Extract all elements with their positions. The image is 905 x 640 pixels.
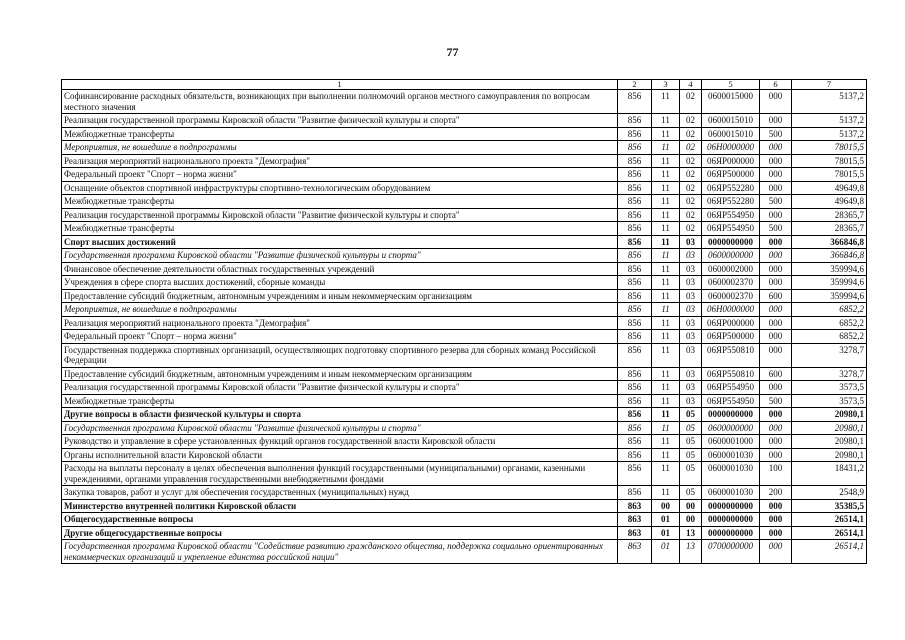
table-row xyxy=(62,513,867,527)
target-article-cell: 0600001000 xyxy=(702,435,760,449)
section-code-cell: 11 xyxy=(652,367,680,381)
subsection-code-cell: 03 xyxy=(680,249,702,263)
amount-cell: 78015,5 xyxy=(792,141,867,155)
amount-cell: 6852,2 xyxy=(792,303,867,317)
row-name-cell: Реализация мероприятий национального проекта "Демография" xyxy=(62,316,618,330)
subsection-code-cell: 02 xyxy=(680,208,702,222)
section-code-cell: 11 xyxy=(652,127,680,141)
grbs-code-cell: 856 xyxy=(618,90,652,114)
section-code-cell: 11 xyxy=(652,114,680,128)
table-row xyxy=(62,181,867,195)
subsection-code-cell: 03 xyxy=(680,343,702,367)
table-row xyxy=(62,486,867,500)
amount-cell: 20980,1 xyxy=(792,408,867,422)
section-code-cell: 11 xyxy=(652,448,680,462)
amount-cell: 18431,2 xyxy=(792,462,867,486)
amount-cell: 5137,2 xyxy=(792,90,867,114)
row-name-cell: Оснащение объектов спортивной инфраструктуры спортивно-технологическим оборудованием xyxy=(62,181,618,195)
table-row xyxy=(62,381,867,395)
target-article-cell: 0600015010 xyxy=(702,114,760,128)
expense-type-cell: 000 xyxy=(760,526,792,540)
section-code-cell: 11 xyxy=(652,462,680,486)
target-article-cell: 0600001030 xyxy=(702,486,760,500)
subsection-code-cell: 02 xyxy=(680,141,702,155)
subsection-code-cell: 02 xyxy=(680,114,702,128)
row-name-cell: Реализация государственной программы Кировской области "Развитие физической культуры и спорта" xyxy=(62,208,618,222)
table-row xyxy=(62,367,867,381)
table-row xyxy=(62,222,867,236)
expense-type-cell: 000 xyxy=(760,499,792,513)
amount-cell: 6852,2 xyxy=(792,316,867,330)
section-code-cell: 00 xyxy=(652,499,680,513)
section-code-cell: 11 xyxy=(652,222,680,236)
subsection-code-cell: 03 xyxy=(680,276,702,290)
table-row xyxy=(62,448,867,462)
target-article-cell: 06ЯР550810 xyxy=(702,343,760,367)
section-code-cell: 01 xyxy=(652,540,680,564)
grbs-code-cell: 856 xyxy=(618,289,652,303)
section-code-cell: 11 xyxy=(652,408,680,422)
target-article-cell: 06ЯР500000 xyxy=(702,330,760,344)
section-code-cell: 11 xyxy=(652,276,680,290)
target-article-cell: 0600001030 xyxy=(702,462,760,486)
row-name-cell: Предоставление субсидий бюджетным, автономным учреждениям и иным некоммерческим организациям xyxy=(62,289,618,303)
amount-cell: 49649,8 xyxy=(792,195,867,209)
table-row xyxy=(62,127,867,141)
expense-type-cell: 000 xyxy=(760,381,792,395)
grbs-code-cell: 856 xyxy=(618,408,652,422)
amount-cell: 359994,6 xyxy=(792,276,867,290)
table-row xyxy=(62,195,867,209)
grbs-code-cell: 856 xyxy=(618,181,652,195)
expense-type-cell: 000 xyxy=(760,141,792,155)
grbs-code-cell: 856 xyxy=(618,114,652,128)
section-code-cell: 01 xyxy=(652,513,680,527)
row-name-cell: Федеральный проект "Спорт – норма жизни" xyxy=(62,168,618,182)
target-article-cell: 0600015010 xyxy=(702,127,760,141)
target-article-cell: 06ЯР000000 xyxy=(702,154,760,168)
target-article-cell: 06ЯР552280 xyxy=(702,195,760,209)
subsection-code-cell: 05 xyxy=(680,435,702,449)
grbs-code-cell: 856 xyxy=(618,235,652,249)
target-article-cell: 0700000000 xyxy=(702,540,760,564)
subsection-code-cell: 03 xyxy=(680,316,702,330)
amount-cell: 366846,8 xyxy=(792,249,867,263)
target-article-cell: 0000000000 xyxy=(702,408,760,422)
grbs-code-cell: 856 xyxy=(618,316,652,330)
amount-cell: 35385,5 xyxy=(792,499,867,513)
grbs-code-cell: 856 xyxy=(618,303,652,317)
amount-cell: 28365,7 xyxy=(792,222,867,236)
table-row xyxy=(62,343,867,367)
amount-cell: 359994,6 xyxy=(792,262,867,276)
expense-type-cell: 000 xyxy=(760,448,792,462)
subsection-code-cell: 05 xyxy=(680,421,702,435)
expense-type-cell: 000 xyxy=(760,513,792,527)
amount-cell: 26514,1 xyxy=(792,526,867,540)
section-code-cell: 11 xyxy=(652,343,680,367)
expense-type-cell: 600 xyxy=(760,367,792,381)
row-name-cell: Общегосударственные вопросы xyxy=(62,513,618,527)
target-article-cell: 0600002370 xyxy=(702,289,760,303)
target-article-cell: 06ЯР554950 xyxy=(702,381,760,395)
amount-cell: 26514,1 xyxy=(792,513,867,527)
grbs-code-cell: 856 xyxy=(618,343,652,367)
grbs-code-cell: 856 xyxy=(618,435,652,449)
column-header: 2 xyxy=(618,80,652,90)
expense-type-cell: 500 xyxy=(760,195,792,209)
expense-type-cell: 000 xyxy=(760,435,792,449)
target-article-cell: 0000000000 xyxy=(702,513,760,527)
amount-cell: 28365,7 xyxy=(792,208,867,222)
subsection-code-cell: 05 xyxy=(680,486,702,500)
amount-cell: 78015,5 xyxy=(792,154,867,168)
row-name-cell: Учреждения в сфере спорта высших достижений, сборные команды xyxy=(62,276,618,290)
expense-type-cell: 100 xyxy=(760,462,792,486)
subsection-code-cell: 00 xyxy=(680,499,702,513)
grbs-code-cell: 856 xyxy=(618,448,652,462)
table-row xyxy=(62,303,867,317)
table-row xyxy=(62,499,867,513)
target-article-cell: 0000000000 xyxy=(702,526,760,540)
section-code-cell: 11 xyxy=(652,394,680,408)
row-name-cell: Государственная программа Кировской области "Развитие физической культуры и спорта" xyxy=(62,421,618,435)
table-row xyxy=(62,208,867,222)
section-code-cell: 11 xyxy=(652,381,680,395)
table-row xyxy=(62,421,867,435)
target-article-cell: 0600001030 xyxy=(702,448,760,462)
subsection-code-cell: 13 xyxy=(680,526,702,540)
column-header: 5 xyxy=(702,80,760,90)
table-row xyxy=(62,114,867,128)
section-code-cell: 11 xyxy=(652,330,680,344)
subsection-code-cell: 05 xyxy=(680,448,702,462)
expense-type-cell: 000 xyxy=(760,181,792,195)
subsection-code-cell: 02 xyxy=(680,195,702,209)
subsection-code-cell: 02 xyxy=(680,181,702,195)
section-code-cell: 01 xyxy=(652,526,680,540)
subsection-code-cell: 02 xyxy=(680,127,702,141)
amount-cell: 49649,8 xyxy=(792,181,867,195)
row-name-cell: Закупка товаров, работ и услуг для обеспечения государственных (муниципальных) нужд xyxy=(62,486,618,500)
amount-cell: 6852,2 xyxy=(792,330,867,344)
expense-type-cell: 000 xyxy=(760,303,792,317)
expense-type-cell: 500 xyxy=(760,394,792,408)
row-name-cell: Государственная программа Кировской области "Содействие развитию гражданского общества, поддержка социально ориентированных некоммерческих организаций и укрепление единства российской нации" xyxy=(62,540,618,564)
grbs-code-cell: 856 xyxy=(618,462,652,486)
table-row xyxy=(62,540,867,564)
section-code-cell: 11 xyxy=(652,90,680,114)
table-row xyxy=(62,316,867,330)
target-article-cell: 0000000000 xyxy=(702,235,760,249)
expense-type-cell: 000 xyxy=(760,316,792,330)
target-article-cell: 06ЯР000000 xyxy=(702,316,760,330)
subsection-code-cell: 03 xyxy=(680,262,702,276)
expense-type-cell: 000 xyxy=(760,421,792,435)
expense-type-cell: 000 xyxy=(760,154,792,168)
row-name-cell: Межбюджетные трансферты xyxy=(62,127,618,141)
row-name-cell: Реализация государственной программы Кировской области "Развитие физической культуры и спорта" xyxy=(62,114,618,128)
column-header: 3 xyxy=(652,80,680,90)
target-article-cell: 0600002000 xyxy=(702,262,760,276)
table-row xyxy=(62,235,867,249)
table-body xyxy=(62,90,867,564)
expense-type-cell: 000 xyxy=(760,408,792,422)
row-name-cell: Федеральный проект "Спорт – норма жизни" xyxy=(62,330,618,344)
section-code-cell: 11 xyxy=(652,154,680,168)
amount-cell: 359994,6 xyxy=(792,289,867,303)
subsection-code-cell: 02 xyxy=(680,90,702,114)
grbs-code-cell: 863 xyxy=(618,499,652,513)
target-article-cell: 06ЯР552280 xyxy=(702,181,760,195)
grbs-code-cell: 856 xyxy=(618,394,652,408)
expense-type-cell: 200 xyxy=(760,486,792,500)
expense-type-cell: 000 xyxy=(760,276,792,290)
expense-type-cell: 000 xyxy=(760,330,792,344)
amount-cell: 20980,1 xyxy=(792,421,867,435)
table-header-row xyxy=(62,80,867,90)
expense-type-cell: 000 xyxy=(760,208,792,222)
row-name-cell: Руководство и управление в сфере установленных функций органов государственной власти Кировской области xyxy=(62,435,618,449)
expense-type-cell: 600 xyxy=(760,289,792,303)
target-article-cell: 0600000000 xyxy=(702,421,760,435)
subsection-code-cell: 03 xyxy=(680,289,702,303)
table-row xyxy=(62,462,867,486)
row-name-cell: Мероприятия, не вошедшие в подпрограммы xyxy=(62,303,618,317)
grbs-code-cell: 856 xyxy=(618,208,652,222)
row-name-cell: Межбюджетные трансферты xyxy=(62,394,618,408)
table-row xyxy=(62,526,867,540)
column-header: 7 xyxy=(792,80,867,90)
grbs-code-cell: 856 xyxy=(618,154,652,168)
section-code-cell: 11 xyxy=(652,235,680,249)
amount-cell: 3278,7 xyxy=(792,343,867,367)
subsection-code-cell: 03 xyxy=(680,394,702,408)
row-name-cell: Министерство внутренней политики Кировской области xyxy=(62,499,618,513)
amount-cell: 20980,1 xyxy=(792,435,867,449)
row-name-cell: Реализация мероприятий национального проекта "Демография" xyxy=(62,154,618,168)
section-code-cell: 11 xyxy=(652,168,680,182)
section-code-cell: 11 xyxy=(652,421,680,435)
target-article-cell: 0600000000 xyxy=(702,249,760,263)
row-name-cell: Межбюджетные трансферты xyxy=(62,195,618,209)
row-name-cell: Спорт высших достижений xyxy=(62,235,618,249)
amount-cell: 3278,7 xyxy=(792,367,867,381)
section-code-cell: 11 xyxy=(652,141,680,155)
target-article-cell: 06Н0000000 xyxy=(702,303,760,317)
row-name-cell: Софинансирование расходных обязательств, возникающих при выполнении полномочий органов местного самоуправления по вопросам местного значения xyxy=(62,90,618,114)
amount-cell: 20980,1 xyxy=(792,448,867,462)
expense-type-cell: 000 xyxy=(760,235,792,249)
row-name-cell: Другие общегосударственные вопросы xyxy=(62,526,618,540)
target-article-cell: 0600015000 xyxy=(702,90,760,114)
row-name-cell: Государственная программа Кировской области "Развитие физической культуры и спорта" xyxy=(62,249,618,263)
row-name-cell: Предоставление субсидий бюджетным, автономным учреждениям и иным некоммерческим организациям xyxy=(62,367,618,381)
subsection-code-cell: 13 xyxy=(680,540,702,564)
table-row xyxy=(62,330,867,344)
amount-cell: 3573,5 xyxy=(792,394,867,408)
section-code-cell: 11 xyxy=(652,435,680,449)
grbs-code-cell: 856 xyxy=(618,421,652,435)
expense-type-cell: 000 xyxy=(760,114,792,128)
section-code-cell: 11 xyxy=(652,303,680,317)
table-row xyxy=(62,289,867,303)
grbs-code-cell: 856 xyxy=(618,367,652,381)
expense-type-cell: 000 xyxy=(760,249,792,263)
grbs-code-cell: 856 xyxy=(618,276,652,290)
section-code-cell: 11 xyxy=(652,316,680,330)
section-code-cell: 11 xyxy=(652,181,680,195)
grbs-code-cell: 856 xyxy=(618,195,652,209)
row-name-cell: Реализация государственной программы Кировской области "Развитие физической культуры и спорта" xyxy=(62,381,618,395)
target-article-cell: 0000000000 xyxy=(702,499,760,513)
subsection-code-cell: 03 xyxy=(680,367,702,381)
amount-cell: 26514,1 xyxy=(792,540,867,564)
target-article-cell: 06ЯР554950 xyxy=(702,222,760,236)
target-article-cell: 06ЯР500000 xyxy=(702,168,760,182)
subsection-code-cell: 02 xyxy=(680,168,702,182)
expense-type-cell: 000 xyxy=(760,540,792,564)
row-name-cell: Другие вопросы в области физической культуры и спорта xyxy=(62,408,618,422)
table-row xyxy=(62,394,867,408)
expense-type-cell: 000 xyxy=(760,262,792,276)
table-row xyxy=(62,90,867,114)
column-header: 1 xyxy=(62,80,618,90)
table-row xyxy=(62,141,867,155)
section-code-cell: 11 xyxy=(652,249,680,263)
amount-cell: 3573,5 xyxy=(792,381,867,395)
row-name-cell: Финансовое обеспечение деятельности областных государственных учреждений xyxy=(62,262,618,276)
grbs-code-cell: 856 xyxy=(618,381,652,395)
grbs-code-cell: 856 xyxy=(618,486,652,500)
subsection-code-cell: 00 xyxy=(680,513,702,527)
amount-cell: 5137,2 xyxy=(792,127,867,141)
subsection-code-cell: 03 xyxy=(680,235,702,249)
page-number: 77 xyxy=(446,45,459,59)
subsection-code-cell: 03 xyxy=(680,381,702,395)
grbs-code-cell: 856 xyxy=(618,262,652,276)
column-header: 6 xyxy=(760,80,792,90)
column-header: 4 xyxy=(680,80,702,90)
grbs-code-cell: 863 xyxy=(618,540,652,564)
subsection-code-cell: 05 xyxy=(680,408,702,422)
budget-table xyxy=(61,79,867,564)
subsection-code-cell: 05 xyxy=(680,462,702,486)
table-row xyxy=(62,154,867,168)
expense-type-cell: 000 xyxy=(760,90,792,114)
grbs-code-cell: 863 xyxy=(618,526,652,540)
target-article-cell: 06Н0000000 xyxy=(702,141,760,155)
table-row xyxy=(62,408,867,422)
table-row xyxy=(62,435,867,449)
section-code-cell: 11 xyxy=(652,289,680,303)
target-article-cell: 06ЯР554950 xyxy=(702,394,760,408)
section-code-cell: 11 xyxy=(652,208,680,222)
row-name-cell: Государственная поддержка спортивных организаций, осуществляющих подготовку спортивного резерва для сборных команд Российской Федерации xyxy=(62,343,618,367)
table-row xyxy=(62,168,867,182)
expense-type-cell: 500 xyxy=(760,222,792,236)
table-row xyxy=(62,249,867,263)
subsection-code-cell: 02 xyxy=(680,222,702,236)
subsection-code-cell: 02 xyxy=(680,154,702,168)
grbs-code-cell: 856 xyxy=(618,222,652,236)
amount-cell: 5137,2 xyxy=(792,114,867,128)
grbs-code-cell: 856 xyxy=(618,141,652,155)
row-name-cell: Органы исполнительной власти Кировской области xyxy=(62,448,618,462)
table-row xyxy=(62,276,867,290)
expense-type-cell: 000 xyxy=(760,168,792,182)
row-name-cell: Межбюджетные трансферты xyxy=(62,222,618,236)
grbs-code-cell: 856 xyxy=(618,127,652,141)
target-article-cell: 06ЯР554950 xyxy=(702,208,760,222)
grbs-code-cell: 856 xyxy=(618,168,652,182)
table-row xyxy=(62,262,867,276)
target-article-cell: 06ЯР550810 xyxy=(702,367,760,381)
grbs-code-cell: 856 xyxy=(618,249,652,263)
section-code-cell: 11 xyxy=(652,486,680,500)
expense-type-cell: 000 xyxy=(760,343,792,367)
grbs-code-cell: 856 xyxy=(618,330,652,344)
row-name-cell: Расходы на выплаты персоналу в целях обеспечения выполнения функций государственными (муниципальными) органами, казенными учреждениями, органами управления государственными внебюджетными фондами xyxy=(62,462,618,486)
row-name-cell: Мероприятия, не вошедшие в подпрограммы xyxy=(62,141,618,155)
grbs-code-cell: 863 xyxy=(618,513,652,527)
amount-cell: 2548,9 xyxy=(792,486,867,500)
amount-cell: 78015,5 xyxy=(792,168,867,182)
section-code-cell: 11 xyxy=(652,262,680,276)
section-code-cell: 11 xyxy=(652,195,680,209)
amount-cell: 366846,8 xyxy=(792,235,867,249)
expense-type-cell: 500 xyxy=(760,127,792,141)
subsection-code-cell: 03 xyxy=(680,330,702,344)
target-article-cell: 0600002370 xyxy=(702,276,760,290)
subsection-code-cell: 03 xyxy=(680,303,702,317)
